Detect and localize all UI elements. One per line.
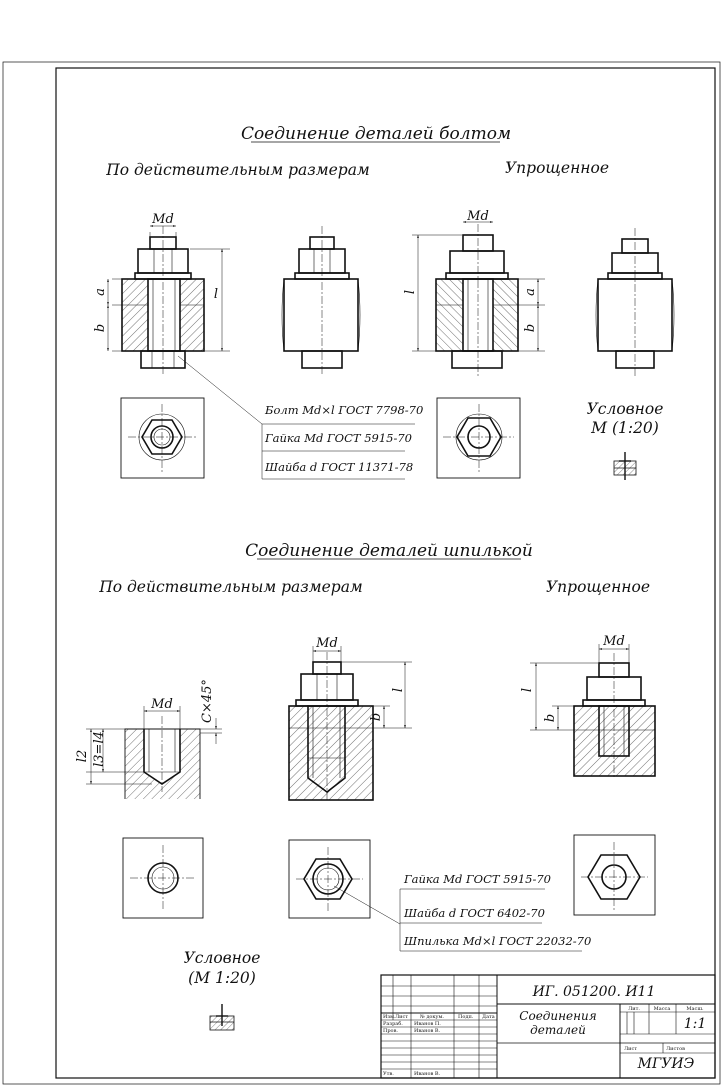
svg-text:Md: Md [603,634,625,649]
svg-text:l3=l4: l3=l4 [92,731,107,767]
bolt-simplified-label: Упрощенное [504,159,610,177]
stud-plan-view-2 [289,840,400,924]
svg-text:C×45°: C×45° [200,679,215,723]
bolt-simplified-section [403,209,545,376]
title-block-name-chk: Иванов В. [414,1028,441,1034]
title-block-hdr-doc: № докум. [420,1014,444,1020]
title-block-scale: 1:1 [683,1016,707,1032]
bolt-conventional-label: Условное [586,400,664,418]
bolt-conventional-scale: М (1:20) [591,419,659,437]
svg-text:l2: l2 [75,749,90,763]
stud-callout-nut: Гайка Md ГОСТ 5915-70 [404,872,552,886]
stud-conventional-symbol [210,1004,234,1030]
stud-simplified-label: Упрощенное [545,578,651,596]
stud-plan-view-3 [574,835,655,915]
title-block-col-lit: Лит. [628,1006,640,1012]
svg-text:l: l [391,687,406,693]
title-block-hdr-date: Дата [482,1014,495,1020]
title-block-sheets: Листов [666,1046,685,1052]
bolt-actual-section [93,212,262,424]
title-block-role-chk: Пров. [383,1028,398,1034]
stud-actual-section [289,636,412,800]
bolt-callout-bolt: Болт Md×l ГОСТ 7798-70 [265,403,424,417]
svg-text:b: b [369,712,384,722]
svg-text:Md: Md [152,212,174,227]
bolt-plan-view-2 [437,398,520,478]
stud-section-title: Соединение деталей шпилькой [245,541,533,561]
title-block-org: МГУИЭ [637,1056,695,1072]
stud-actual-label: По действительным размерам [99,578,363,596]
bolt-simplified-outline [596,228,674,376]
title-block-hdr-list: Лист [395,1014,409,1020]
bolt-conventional-symbol [614,452,636,480]
title-block-role-dev: Разраб. [383,1021,403,1027]
title-block-name-line2: деталей [530,1023,586,1037]
stud-simplified-section [520,634,655,778]
sheet-outer-frame [3,62,720,1084]
stud-hole-section [75,679,222,799]
title-block-col-mass: Масса [653,1006,671,1012]
svg-text:b: b [523,323,538,333]
svg-text:Md: Md [467,209,489,224]
bolt-actual-outline [282,226,360,376]
svg-text:a: a [523,288,538,296]
bolt-section-title: Соединение деталей болтом [240,124,512,144]
svg-text:a: a [93,288,108,296]
svg-text:l: l [520,687,535,693]
svg-text:b: b [543,713,558,723]
stud-plan-view-1 [123,838,203,918]
title-block-name-line1: Соединения [519,1009,597,1023]
title-block-hdr-sign: Подп. [458,1014,474,1020]
stud-callout-washer: Шайба d ГОСТ 6402-70 [404,906,545,920]
svg-text:Md: Md [316,636,338,651]
title-block-sheet: Лист [624,1046,638,1052]
bolt-plan-view-1 [121,398,204,478]
title-block-name-appr: Иванов В. [414,1071,441,1077]
bolt-actual-label: По действительным размерам [106,161,370,179]
bolt-callout-washer: Шайба d ГОСТ 11371-78 [265,460,414,474]
bolt-callout-nut: Гайка Md ГОСТ 5915-70 [265,431,413,445]
stud-callout-stud: Шпилька Md×l ГОСТ 22032-70 [404,934,592,948]
title-block-hdr-izm: Изм. [383,1014,396,1020]
title-block-name-dev: Иванов П. [414,1021,441,1027]
svg-text:l: l [403,289,418,295]
stud-conventional-label: Условное [183,949,261,967]
svg-text:l: l [213,287,219,302]
svg-text:b: b [93,323,108,333]
title-block-col-scale: Масш. [686,1006,704,1012]
svg-text:Md: Md [151,697,173,712]
title-block-role-appr: Утв. [383,1071,394,1077]
title-block-doc-code: ИГ. 051200. И11 [532,984,656,1000]
stud-conventional-scale: (М 1:20) [188,969,256,987]
